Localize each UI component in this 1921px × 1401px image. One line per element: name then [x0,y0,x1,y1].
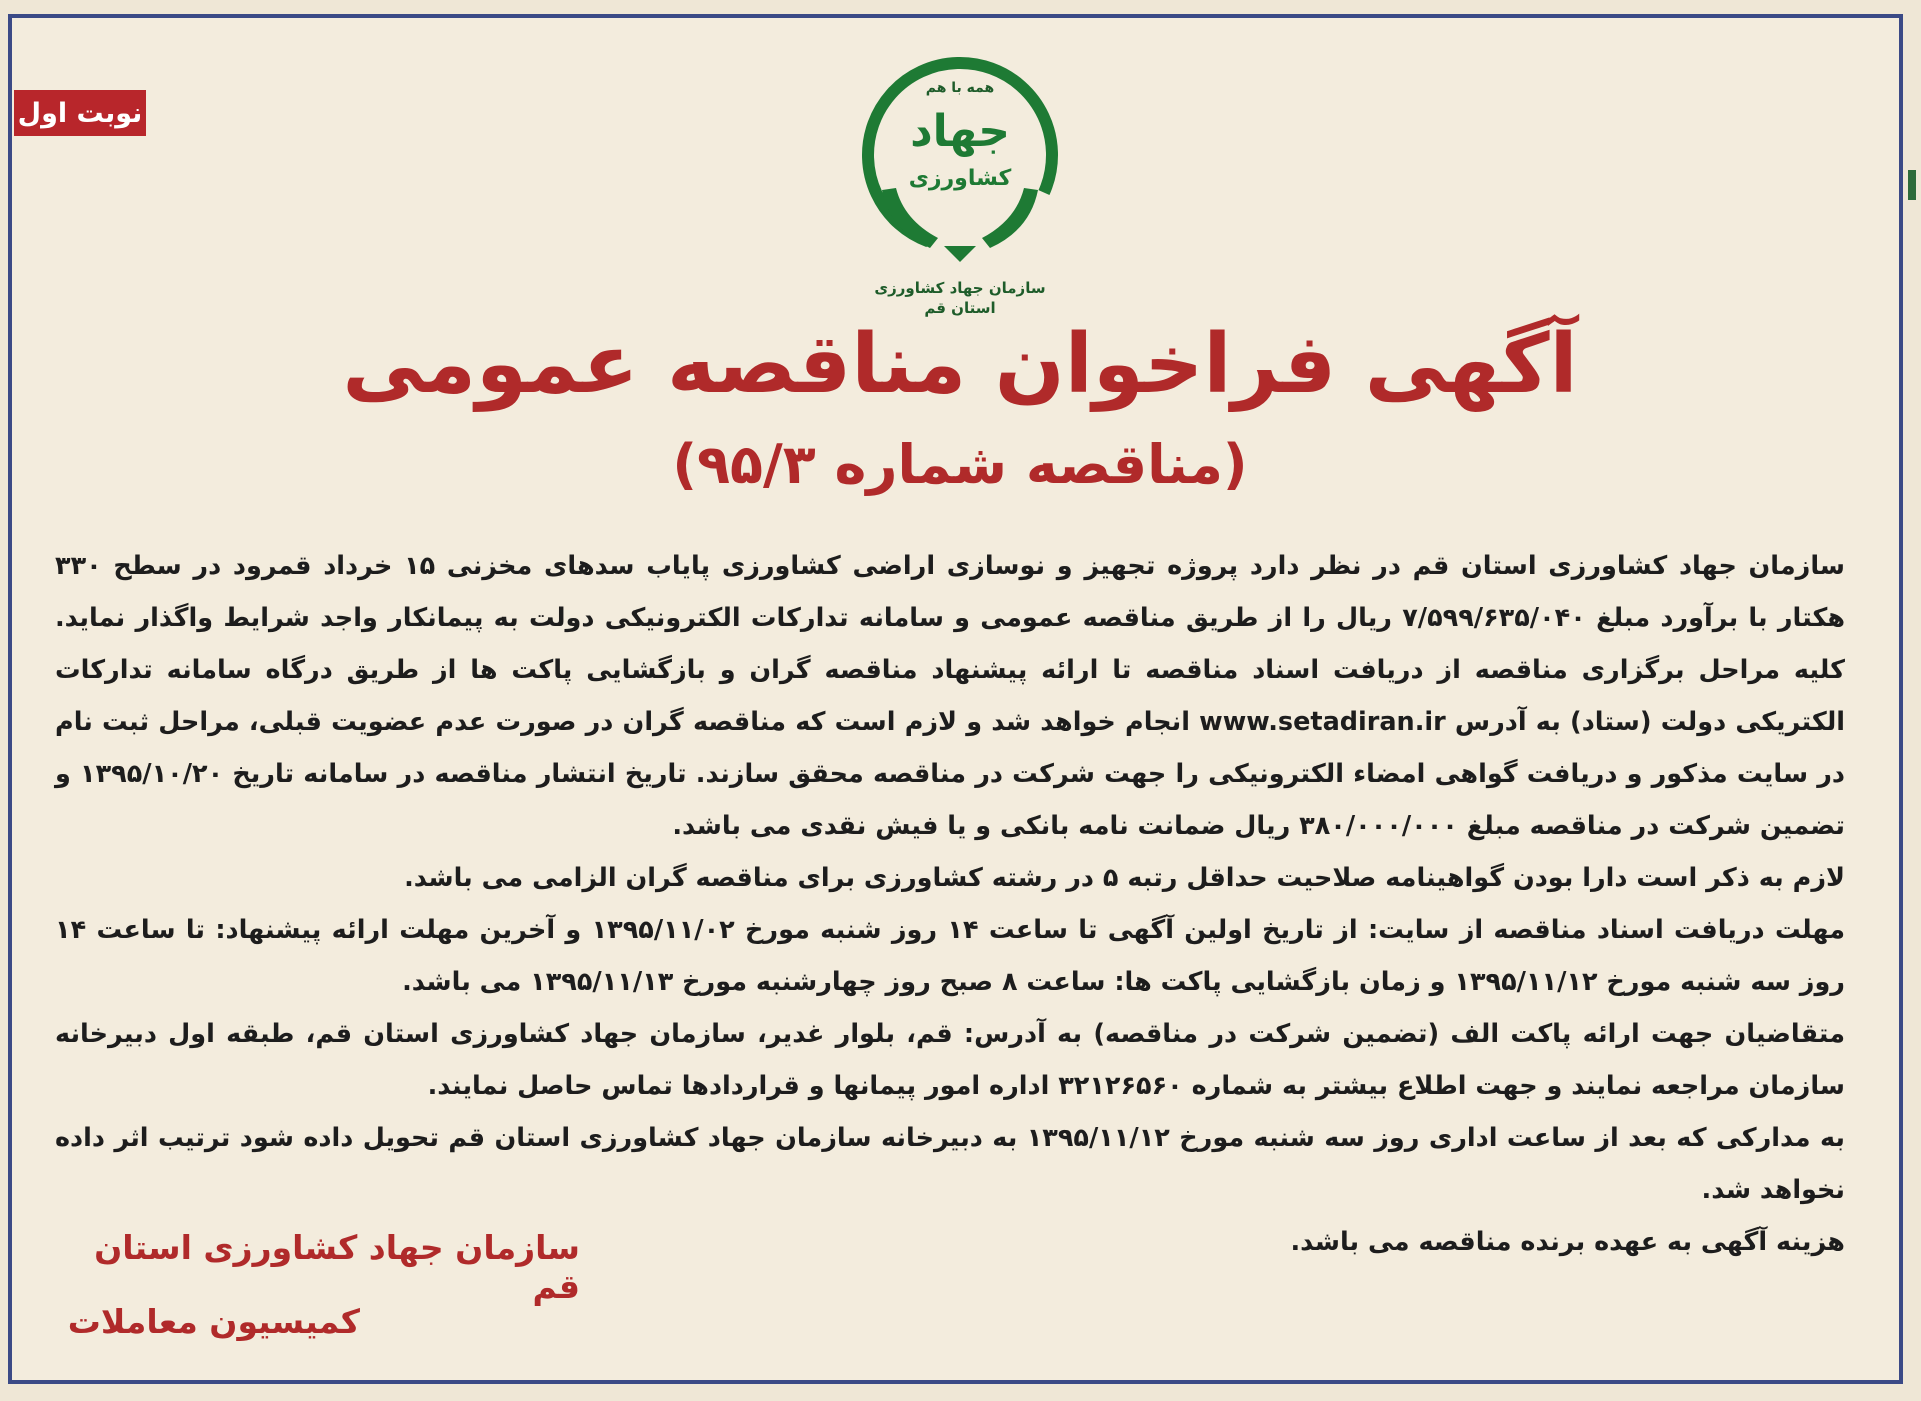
logo-sub-word: کشاورزی [908,166,1012,191]
organization-logo [860,40,1060,317]
notice-title: آگهی فراخوان مناقصه عمومی [342,317,1578,412]
body-paragraph: به مدارکی که بعد از ساعت اداری روز سه شنبه مورخ ۱۳۹۵/۱۱/۱۲ به دبیرخانه سازمان جهاد کشاورزی استان قم تحویل داده شود ترتیب اثر داده نخواهد شد. [55,1123,1845,1205]
publication-round-badge: نوبت اول [14,90,146,136]
logo-slogan: همه با هم [925,80,995,96]
logo-organization-name [860,278,1060,318]
body-paragraph: هزینه آگهی به عهده برنده مناقصه می باشد. [1290,1227,1845,1257]
logo-main-word: جهاد [910,106,1010,157]
logo-org-line1: سازمان جهاد کشاورزی [874,279,1046,297]
signature-committee: کمیسیون معاملات [67,1302,360,1341]
logo-org-line2: استان قم [924,299,996,317]
edge-mark [1908,170,1916,200]
body-paragraph: لازم به ذکر است دارا بودن گواهینامه صلاحیت حداقل رتبه ۵ در رشته کشاورزی برای مناقصه گران الزامی می باشد. [404,863,1845,893]
signature-organization: سازمان جهاد کشاورزی استان قم [94,1228,580,1306]
tender-number: (مناقصه شماره ۹۵/۳) [672,433,1248,496]
body-paragraph: سازمان جهاد کشاورزی استان قم در نظر دارد پروژه تجهیز و نوسازی اراضی کشاورزی پایاب سدهای مخزنی ۱۵ خرداد قمرود در سطح ۳۳۰ هکتار با برآورد مبلغ ۷/۵۹۹/۶۳۵/۰۴۰ ریال را از طریق مناقصه عمومی و سامانه تدارکات الکترونیکی دولت به پیمانکار واجد شرایط واگذار نماید. کلیه مراحل برگزاری مناقصه از دریافت اسناد مناقصه تا ارائه پیشنهاد مناقصه گران و بازگشایی پاکت ها از طریق درگاه سامانه تدارکات الکتریکی دولت (ستاد) به آدرس www.setadiran.ir انجام خواهد شد و لازم است که مناقصه گران در صورت عدم عضویت قبلی، مراحل ثبت نام در سایت مذکور و دریافت گواهی امضاء الکترونیکی را جهت شرکت در مناقصه محقق سازند. تاریخ انتشار مناقصه در سامانه تاریخ ۱۳۹۵/۱۰/۲۰ و تضمین شرکت در مناقصه مبلغ ۳۸۰/۰۰۰/۰۰۰ ریال ضمانت نامه بانکی و یا فیش نقدی می باشد. [55,551,1846,841]
notice-body [55,540,1845,1268]
body-paragraph: مهلت دریافت اسناد مناقصه از سایت: از تاریخ اولین آگهی تا ساعت ۱۴ روز شنبه مورخ ۱۳۹۵/۱۱/۰۲ و آخرین مهلت ارائه پیشنهاد: تا ساعت ۱۴ روز سه شنبه مورخ ۱۳۹۵/۱۱/۱۲ و زمان بازگشایی پاکت ها: ساعت ۸ صبح روز چهارشنبه مورخ ۱۳۹۵/۱۱/۱۳ می باشد. [55,915,1845,997]
body-paragraph: متقاضیان جهت ارائه پاکت الف (تضمین شرکت در مناقصه) به آدرس: قم، بلوار غدیر، سازمان جهاد کشاورزی استان قم، طبقه اول دبیرخانه سازمان مراجعه نمایند و جهت اطلاع بیشتر به شماره ۳۲۱۲۶۵۶۰ اداره امور پیمانها و قراردادها تماس حاصل نمایند. [55,1019,1845,1101]
